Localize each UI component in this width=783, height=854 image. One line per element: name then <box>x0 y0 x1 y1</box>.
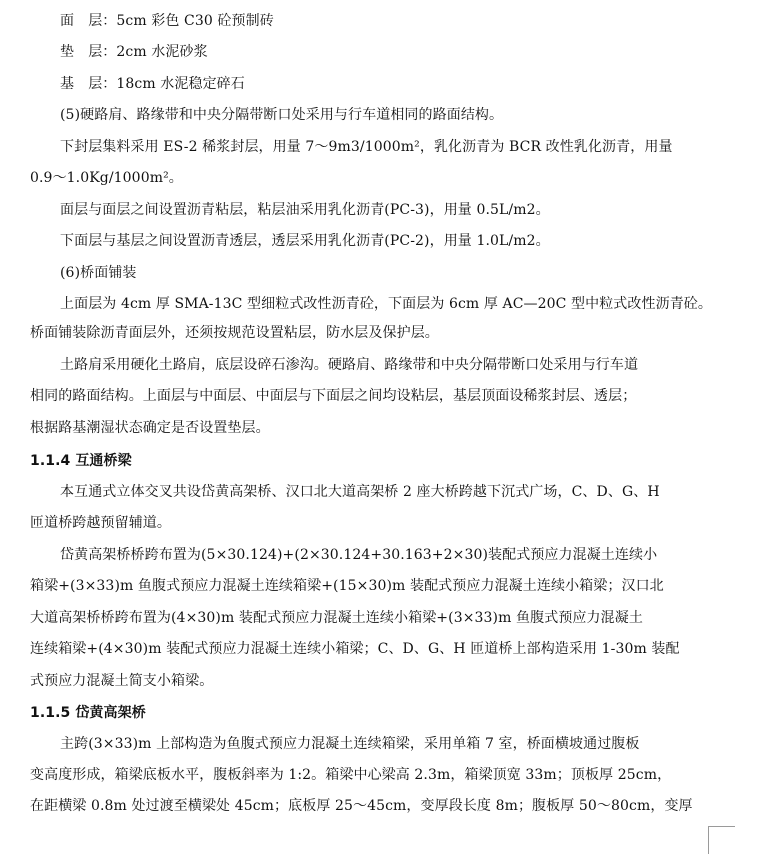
text-line: (5)硬路肩、路缘带和中央分隔带断口处采用与行车道相同的路面结构。 <box>60 107 504 123</box>
text-line: 面层与面层之间设置沥青粘层，粘层油采用乳化沥青(PC-3)，用量 0.5L/m2。 <box>60 202 550 218</box>
text-line: 变高度形成，箱梁底板水平，腹板斜率为 1:2。箱梁中心梁高 2.3m，箱梁顶宽 33m；顶板厚 25cm， <box>30 767 672 783</box>
text-line: 根据路基潮湿状态确定是否设置垫层。 <box>30 420 270 436</box>
text-line: 上面层为 4cm 厚 SMA-13C 型细粒式改性沥青砼，下面层为 6cm 厚 AC—20C 型中粒式改性沥青砼。 <box>60 296 712 312</box>
section-heading: 1.1.5 岱黄高架桥 <box>30 705 146 721</box>
section-heading: 1.1.4 互通桥梁 <box>30 453 132 469</box>
text-line: 桥面铺装除沥青面层外，还须按规范设置粘层，防水层及保护层。 <box>30 325 439 341</box>
text-line: 岱黄高架桥桥跨布置为(5×30.124)+(2×30.124+30.163+2×30)装配式预应力混凝土连续小 <box>60 547 658 563</box>
text-line: (6)桥面铺装 <box>60 265 137 281</box>
text-line: 面 层：5cm 彩色 C30 砼预制砖 <box>60 13 274 29</box>
text-line: 大道高架桥桥跨布置为(4×30)m 装配式预应力混凝土连续小箱梁+(3×33)m 鱼腹式预应力混凝土 <box>30 610 643 626</box>
text-line: 箱梁+(3×33)m 鱼腹式预应力混凝土连续箱梁+(15×30)m 装配式预应力混凝土连续小箱梁；汉口北 <box>30 578 664 594</box>
text-line: 在距横梁 0.8m 处过渡至横梁处 45cm；底板厚 25～45cm，变厚段长度 8m；腹板厚 50～80cm，变厚 <box>30 798 693 814</box>
text-line: 基 层：18cm 水泥稳定碎石 <box>60 76 245 92</box>
text-line: 相同的路面结构。上面层与中面层、中面层与下面层之间均设粘层，基层顶面设稀浆封层、透层； <box>30 388 637 404</box>
text-line: 0.9～1.0Kg/1000m²。 <box>30 170 183 186</box>
text-line: 匝道桥跨越预留辅道。 <box>30 515 171 531</box>
text-line: 下面层与基层之间设置沥青透层，透层采用乳化沥青(PC-2)，用量 1.0L/m2。 <box>60 233 550 249</box>
page-corner-mark <box>708 826 735 854</box>
text-line: 土路肩采用硬化土路肩，底层设碎石渗沟。硬路肩、路缘带和中央分隔带断口处采用与行车道 <box>60 357 639 373</box>
text-line: 主跨(3×33)m 上部构造为鱼腹式预应力混凝土连续箱梁，采用单箱 7 室，桥面横坡通过腹板 <box>60 736 640 752</box>
text-line: 连续箱梁+(4×30)m 装配式预应力混凝土连续小箱梁；C、D、G、H 匝道桥上部构造采用 1-30m 装配 <box>30 641 680 657</box>
text-line: 下封层集料采用 ES-2 稀浆封层，用量 7～9m3/1000m²，乳化沥青为 BCR 改性乳化沥青，用量 <box>60 139 673 155</box>
text-line: 本互通式立体交叉共设岱黄高架桥、汉口北大道高架桥 2 座大桥跨越下沉式广场，C、D、G、H <box>60 484 660 500</box>
text-line: 垫 层：2cm 水泥砂浆 <box>60 44 208 60</box>
text-line: 式预应力混凝土简支小箱梁。 <box>30 673 214 689</box>
